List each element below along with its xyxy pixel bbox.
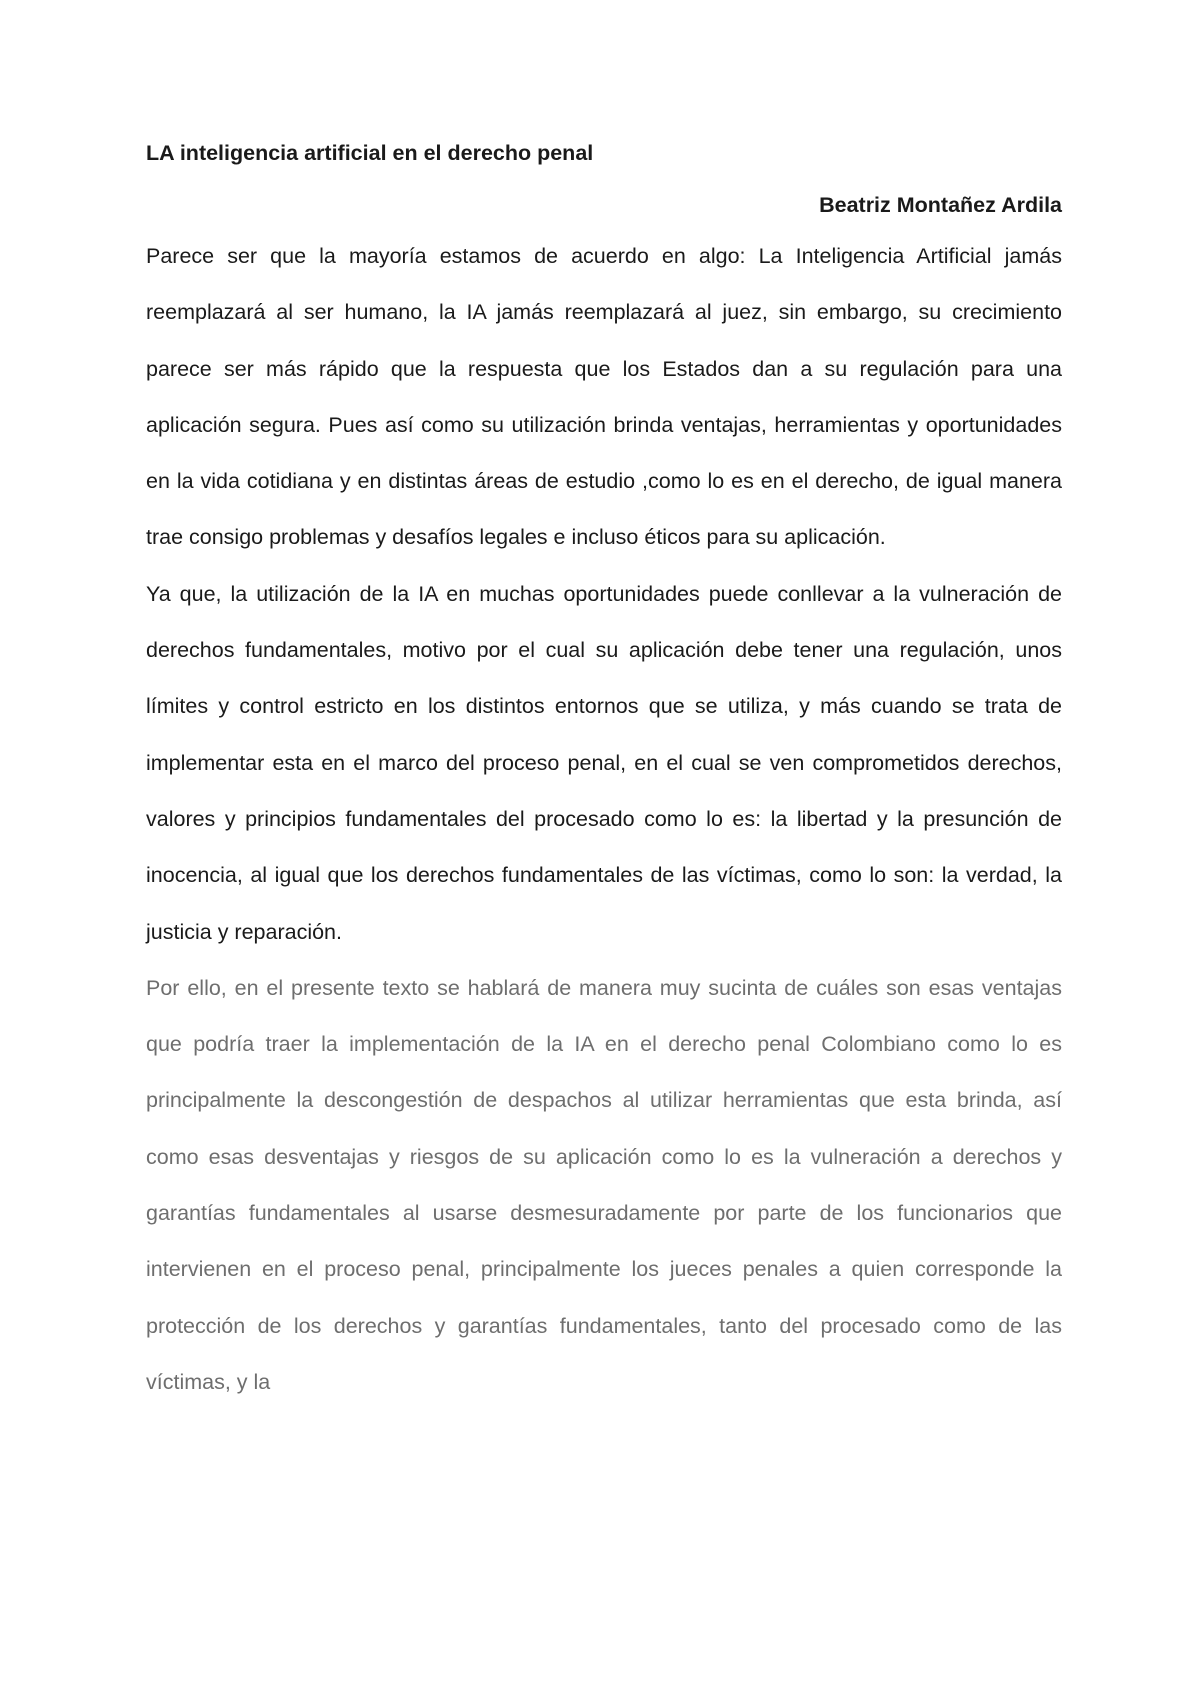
document-author: Beatriz Montañez Ardila bbox=[819, 193, 1062, 217]
paragraph-2: Ya que, la utilización de la IA en muchas oportunidades puede conllevar a la vulneración de derechos fundamentales, motivo por el cual su aplicación debe tener una regulación, unos límites y control estricto en los distintos entornos que se utiliza, y más cuando se trata de implementar esta en el marco del proceso penal, en el cual se ven comprometidos derechos, valores y principios fundamentales del procesado como lo es: la libertad y la presunción de inocencia, al igual que los derechos fundamentales de las víctimas, como lo son: la verdad, la justicia y reparación. bbox=[146, 581, 1062, 944]
paragraph-3: Por ello, en el presente texto se hablará de manera muy sucinta de cuáles son esas ventajas que podría traer la implementación de la IA en el derecho penal Colombiano como lo es principalmente la descongestión de despachos al utilizar herramientas que esta brinda, así como esas desventajas y riesgos de su aplicación como lo es la vulneración a derechos y garantías fundamentales al usarse desmesuradamente por parte de los funcionarios que intervienen en el proceso penal, principalmente los jueces penales a quien corresponde la protección de los derechos y garantías fundamentales, tanto del procesado como de las víctimas, y la bbox=[146, 975, 1062, 1394]
document-title: LA inteligencia artificial en el derecho penal bbox=[146, 141, 594, 165]
document-body bbox=[146, 138, 1062, 1410]
paragraph-1: Parece ser que la mayoría estamos de acuerdo en algo: La Inteligencia Artificial jamás reemplazará al ser humano, la IA jamás reemplazará al juez, sin embargo, su crecimiento parece ser más rápido que la respuesta que los Estados dan a su regulación para una aplicación segura. Pues así como su utilización brinda ventajas, herramientas y oportunidades en la vida cotidiana y en distintas áreas de estudio ,como lo es en el derecho, de igual manera trae consigo problemas y desafíos legales e incluso éticos para su aplicación. bbox=[146, 244, 1062, 550]
